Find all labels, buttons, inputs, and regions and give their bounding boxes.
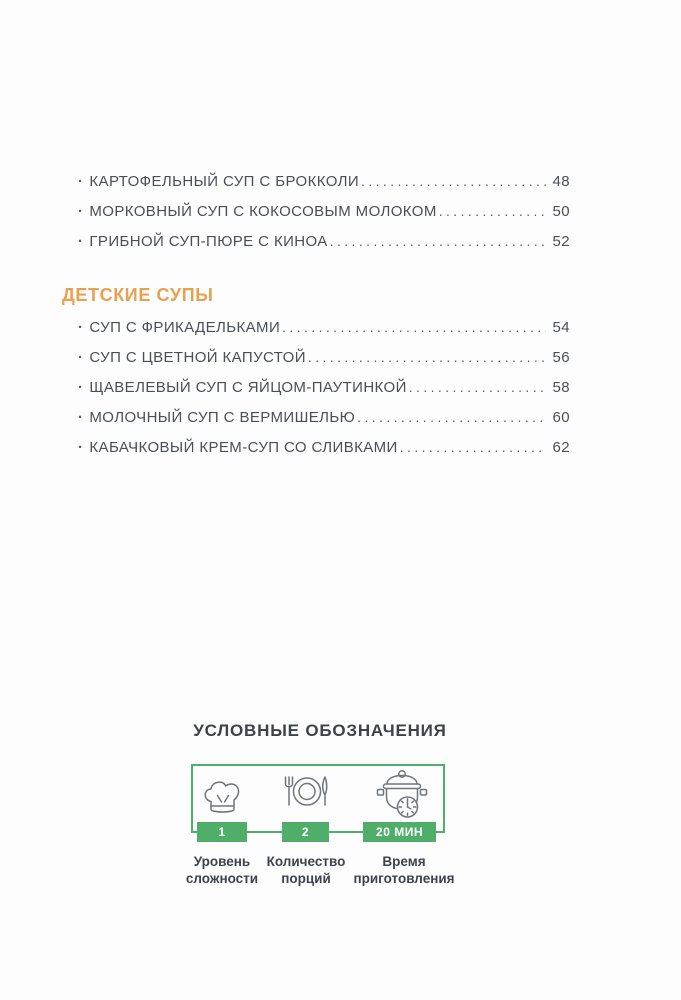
label-line: Время (382, 854, 426, 869)
label-line: порций (281, 871, 331, 886)
toc-entry (62, 226, 570, 256)
plate-cutlery-icon (281, 774, 331, 818)
toc-entry-label: ГРИБНОЙ СУП-ПЮРЕ С КИНОА (89, 233, 328, 250)
toc-entry-label: МОЛОЧНЫЙ СУП С ВЕРМИШЕЛЬЮ (89, 409, 356, 426)
portions-badge: 2 (282, 822, 329, 842)
bullet-icon: · (78, 233, 84, 250)
toc-entry (62, 432, 570, 462)
toc-entry (62, 312, 570, 342)
label-line: сложности (185, 871, 259, 886)
toc-entry (62, 166, 570, 196)
label-line: Количество (266, 854, 346, 869)
toc-entry-page: 56 (552, 349, 570, 366)
dot-leader (400, 432, 546, 463)
dot-leader (330, 226, 546, 257)
label-line: приготовления (353, 871, 455, 886)
pot-timer-icon (374, 769, 430, 821)
dot-leader (308, 342, 546, 373)
bullet-icon: · (78, 319, 84, 336)
toc-entry-label: МОРКОВНЫЙ СУП С КОКОСОВЫМ МОЛОКОМ (89, 203, 437, 220)
bullet-icon: · (78, 173, 84, 190)
toc-section-kids-soups (62, 312, 570, 462)
difficulty-label (186, 853, 258, 887)
toc-entry-label: СУП С ЦВЕТНОЙ КАПУСТОЙ (89, 349, 306, 366)
dot-leader (282, 312, 545, 343)
difficulty-badge: 1 (197, 822, 247, 842)
dot-leader (361, 166, 545, 197)
time-label (353, 853, 454, 887)
toc-entry-page: 50 (552, 203, 570, 220)
toc-entry-page: 58 (552, 379, 570, 396)
toc-entry-label: КАБАЧКОВЫЙ КРЕМ-СУП СО СЛИВКАМИ (89, 439, 398, 456)
toc-section-soups (62, 166, 570, 256)
toc-entry-page: 52 (552, 233, 570, 250)
chef-hat-icon (200, 776, 244, 818)
toc-entry-label: КАРТОФЕЛЬНЫЙ СУП С БРОККОЛИ (89, 173, 360, 190)
portions-label (267, 853, 346, 887)
dot-leader (409, 372, 546, 403)
toc-entry (62, 342, 570, 372)
time-badge: 20 МИН (363, 822, 436, 842)
dot-leader (439, 196, 546, 227)
toc-entry-page: 54 (552, 319, 570, 336)
toc-entry (62, 372, 570, 402)
toc-entry (62, 402, 570, 432)
bullet-icon: · (78, 349, 84, 366)
label-line: Уровень (193, 854, 251, 869)
toc-entry-page: 62 (552, 439, 570, 456)
toc-entry-label: СУП С ФРИКАДЕЛЬКАМИ (89, 319, 281, 336)
toc-entry-page: 48 (552, 173, 570, 190)
bullet-icon: · (78, 379, 84, 396)
toc-entry-page: 60 (552, 409, 570, 426)
toc-entry (62, 196, 570, 226)
legend-title: УСЛОВНЫЕ ОБОЗНАЧЕНИЯ (193, 721, 447, 740)
section-header-kids-soups: ДЕТСКИЕ СУПЫ (62, 285, 214, 305)
dot-leader (357, 402, 545, 433)
bullet-icon: · (78, 439, 84, 456)
bullet-icon: · (78, 409, 84, 426)
bullet-icon: · (78, 203, 84, 220)
toc-entry-label: ЩАВЕЛЕВЫЙ СУП С ЯЙЦОМ-ПАУТИНКОЙ (89, 379, 407, 396)
